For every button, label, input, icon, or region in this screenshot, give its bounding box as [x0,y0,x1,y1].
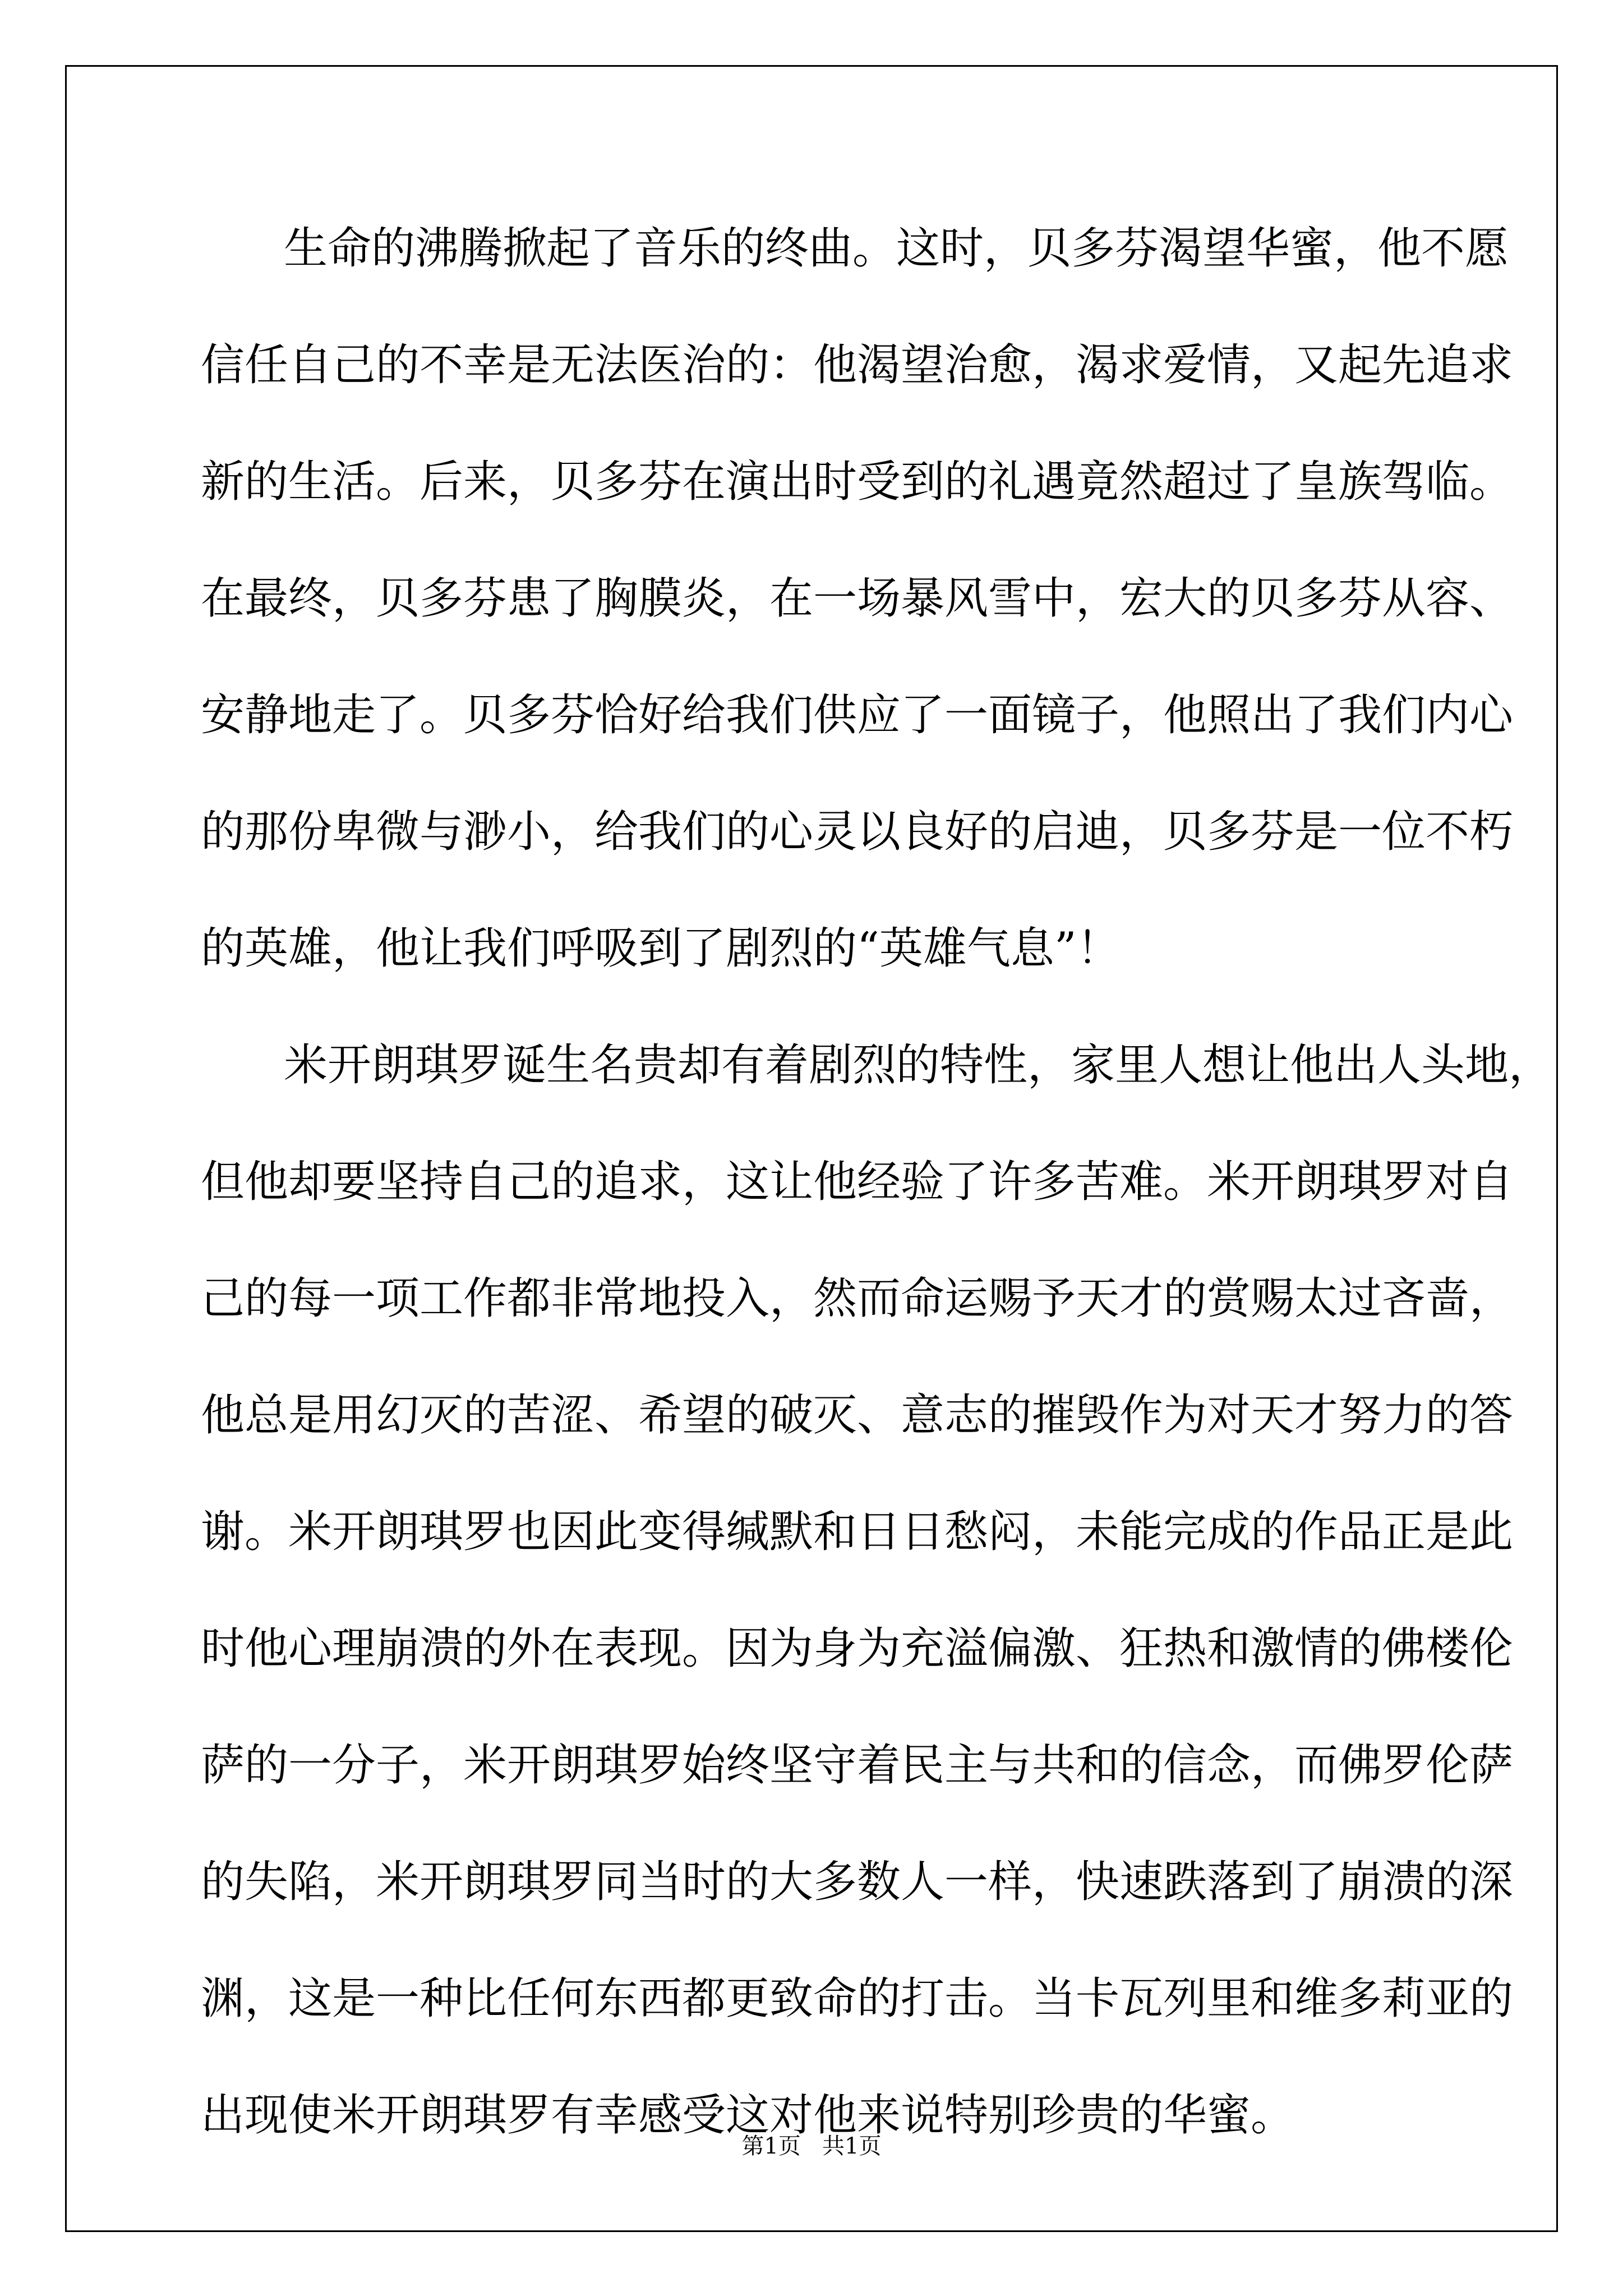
paragraph-2-line-7: 萨的一分子，米开朗琪罗始终坚守着民主与共和的信念，而佛罗伦萨 [201,1740,1514,1791]
paragraph-2-line-5: 谢。米开朗琪罗也因此变得缄默和日日愁闷，未能完成的作品正是此 [201,1507,1514,1557]
paragraph-2-line-1: 米开朗琪罗诞生名贵却有着剧烈的特性，家里人想让他出人头地， [284,1040,1553,1091]
page-footer: 第1页 共1页 [741,2133,882,2159]
paragraph-2-line-2: 但他却要坚持自己的追求，这让他经验了许多苦难。米开朗琪罗对自 [201,1157,1514,1207]
paragraph-1-line-2: 信任自己的不幸是无法医治的：他渴望治愈，渴求爱情，又起先追求 [201,340,1514,390]
paragraph-1-line-1: 生命的沸腾掀起了音乐的终曲。这时，贝多芬渴望华蜜，他不愿 [284,223,1509,274]
paragraph-1-line-6: 的那份卑微与渺小，给我们的心灵以良好的启迪，贝多芬是一位不朽 [201,807,1514,857]
paragraph-1-line-5: 安静地走了。贝多芬恰好给我们供应了一面镜子，他照出了我们内心 [201,690,1514,740]
paragraph-2-line-9: 渊，这是一种比任何东西都更致命的打击。当卡瓦列里和维多莉亚的 [201,1973,1514,2024]
paragraph-1-line-3: 新的生活。后来，贝多芬在演出时受到的礼遇竟然超过了皇族驾临。 [201,457,1514,507]
paragraph-2-line-4: 他总是用幻灭的苦涩、希望的破灭、意志的摧毁作为对天才努力的答 [201,1390,1514,1441]
paragraph-2-line-8: 的失陷，米开朗琪罗同当时的大多数人一样，快速跌落到了崩溃的深 [201,1857,1514,1907]
paragraph-2-line-3: 己的每一项工作都非常地投入，然而命运赐予天才的赏赐太过吝啬， [201,1273,1514,1324]
paragraph-1-line-7: 的英雄，他让我们呼吸到了剧烈的“英雄气息”！ [201,923,1121,974]
paragraph-1-line-4: 在最终，贝多芬患了胸膜炎，在一场暴风雪中，宏大的贝多芬从容、 [201,573,1514,624]
paragraph-2-line-10: 出现使米开朗琪罗有幸感受这对他来说特别珍贵的华蜜。 [201,2090,1295,2141]
paragraph-2-line-6: 时他心理崩溃的外在表现。因为身为充溢偏激、狂热和激情的佛楼伦 [201,1623,1514,1674]
